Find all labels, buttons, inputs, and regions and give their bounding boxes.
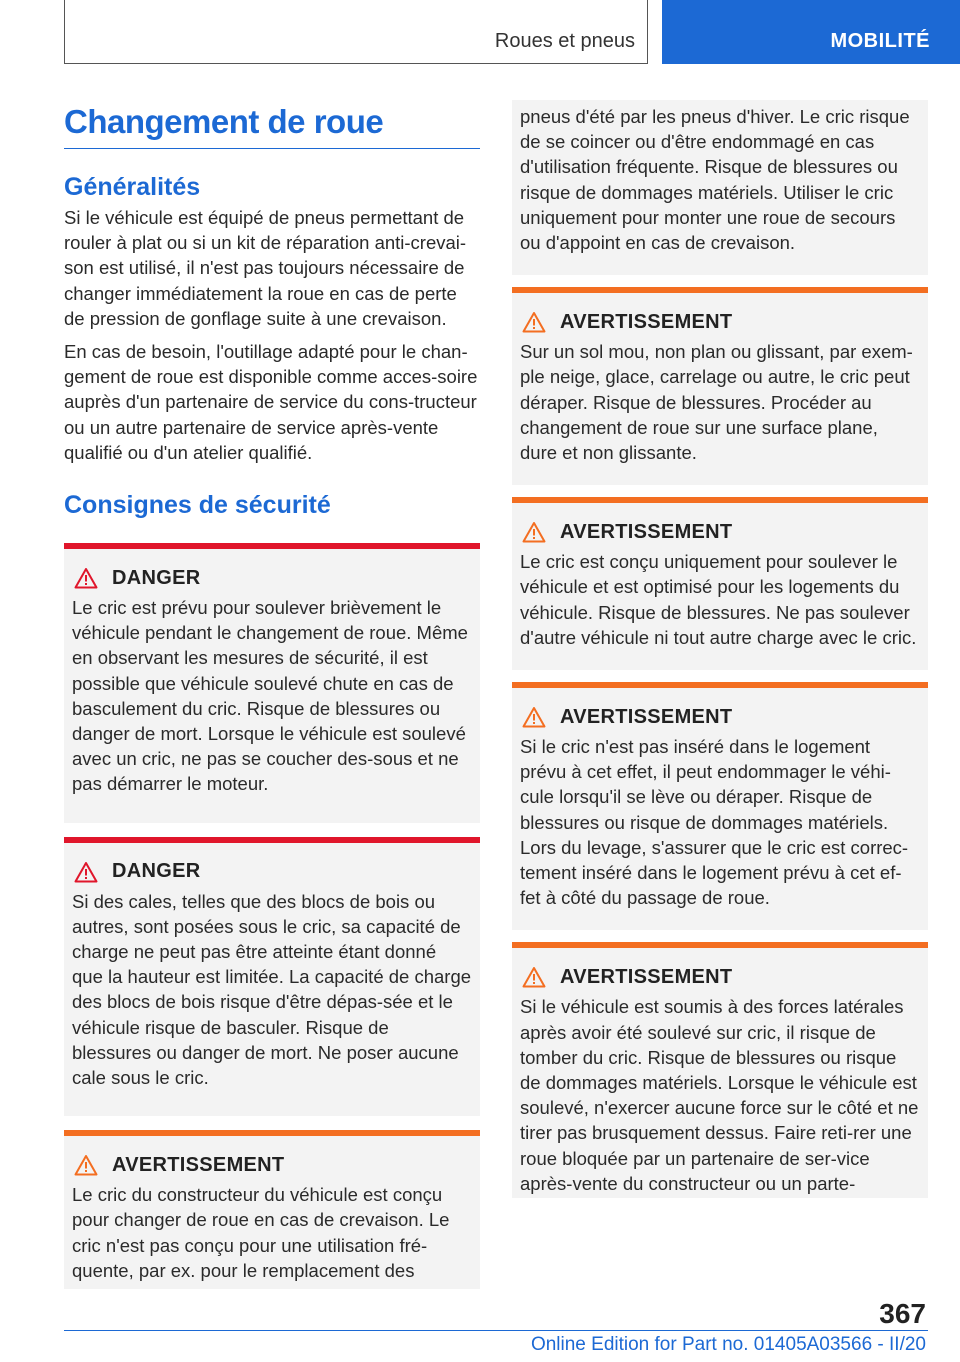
danger-box <box>64 543 480 823</box>
left-column <box>64 100 480 1289</box>
section-heading-consignes: Consignes de sécurité <box>64 491 331 520</box>
footer-edition: Online Edition for Part no. 01405A03566 - II/20 <box>530 1334 926 1355</box>
paragraph: En cas de besoin, l'outillage adapté pour le chan-gement de roue est disponible comme acces-soire auprès d'un partenaire de service du cons-tructeur ou un autre partenaire de service après-vente qualifié ou d'un atelier qualifié. <box>64 341 478 463</box>
warning-text: Le cric est prévu pour soulever brièvement le véhicule pendant le changement de roue. Même en observant les mesures de sécurité, il est possible que véhicule soulevé chute en cas de basculement du cric. Risque de blessures ou danger de mort. Lorsque le véhicule est soulevé avec un cric, ne pas se coucher des-sous et ne pas démarrer le moteur. <box>72 597 468 795</box>
warning-level: AVERTISSEMENT <box>560 520 733 543</box>
warning-text: Si le véhicule est soumis à des forces latérales après avoir été soulevé sur cric, il risque de tomber du cric. Risque de blessures ou risque de dommages matériels. Lorsque le véhicule est soulevé, n'exercer aucune force sur le côté et ne tirer pas brusquement dessus. Faire reti-rer une roue bloquée par un partenaire de ser-vice après-vente du constructeur ou un parte- <box>520 996 919 1194</box>
warning-level: AVERTISSEMENT <box>560 965 733 988</box>
header-chapter-tab <box>662 0 960 64</box>
warning-box <box>512 287 928 485</box>
footer-divider <box>64 1330 928 1331</box>
header-section-box <box>64 0 648 64</box>
header-section-title: Roues et pneus <box>494 30 635 52</box>
warning-triangle-icon <box>522 706 546 728</box>
right-column <box>512 100 928 1198</box>
warning-level: DANGER <box>112 860 201 883</box>
warning-level: AVERTISSEMENT <box>112 1153 285 1176</box>
warning-triangle-icon <box>74 567 98 589</box>
warning-triangle-icon <box>522 521 546 543</box>
page-number: 367 <box>879 1298 926 1329</box>
warning-level: AVERTISSEMENT <box>560 310 733 333</box>
warning-text: Le cric est conçu uniquement pour soulever le véhicule et est optimisé pour les logements du véhicule. Risque de blessures. Ne pas soulever d'autre véhicule ni tout autre charge avec le cric. <box>520 551 917 648</box>
page-title: Changement de roue <box>64 100 480 149</box>
warning-triangle-icon <box>74 861 98 883</box>
warning-text: Sur un sol mou, non plan ou glissant, par exem-ple neige, glace, carrelage ou autre, le cric peut déraper. Risque de blessures. Procéder au changement de roue sur une surface plane, dure et non glissante. <box>520 341 913 464</box>
warning-box <box>512 682 928 930</box>
warning-box-continuation <box>512 100 928 275</box>
warning-text: Si le cric n'est pas inséré dans le logement prévu à cet effet, il peut endommager le véhi-cule lorsqu'il se lève ou déraper. Risque de blessures ou risque de dommages matériels. Lors du levage, s'assurer que le cric est correc-tement inséré dans le logement prévu à cet ef-fet à côté du passage de roue. <box>520 736 909 909</box>
paragraph: Si le véhicule est équipé de pneus permettant de rouler à plat ou si un kit de réparation anti-crevai-son est utilisé, il n'est pas toujours nécessaire de changer immédiatement la roue en cas de perte de pression de gonflage suite à une crevaison. <box>64 207 467 329</box>
danger-box <box>64 837 480 1117</box>
warning-box <box>512 942 928 1198</box>
warning-triangle-icon <box>522 311 546 333</box>
warning-level: AVERTISSEMENT <box>560 705 733 728</box>
warning-box <box>512 497 928 670</box>
header-chapter-label: MOBILITÉ <box>830 30 930 52</box>
warning-text: Le cric du constructeur du véhicule est conçu pour changer de roue en cas de crevaison. Le cric n'est pas conçu pour une utilisation fré-quente, par ex. pour le remplacement des <box>72 1184 450 1281</box>
warning-triangle-icon <box>74 1154 98 1176</box>
warning-box <box>64 1130 480 1289</box>
warning-text: pneus d'été par les pneus d'hiver. Le cric risque de se coincer ou d'être endommagé en cas d'utilisation fréquente. Risque de blessures ou risque de dommages matériels. Utiliser le cric uniquement pour monter une roue de secours ou d'appoint en cas de crevaison. <box>520 106 910 254</box>
warning-triangle-icon <box>522 966 546 988</box>
section-heading-generalites: Généralités <box>64 173 201 201</box>
warning-level: DANGER <box>112 566 201 589</box>
warning-text: Si des cales, telles que des blocs de bois ou autres, sont posées sous le cric, sa capacité de charge ne peut pas être atteinte étant donné que la hauteur est limitée. La capacité de charge des blocs de bois risque d'être dépas-sée et le véhicule risque de basculer. Risque de blessures ou danger de mort. Ne poser aucune cale sous le cric. <box>72 890 472 1089</box>
